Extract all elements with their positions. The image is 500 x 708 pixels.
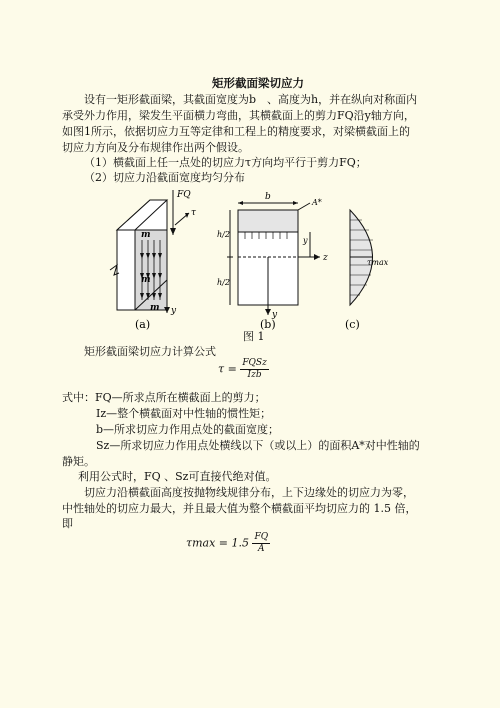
- formula-shear-stress: [218, 358, 269, 381]
- where-line1: 式中：FQ—所求点所在横截面上的剪力；: [62, 391, 266, 404]
- figure-1: [105, 185, 390, 330]
- fig-a-m-mid: m: [141, 275, 151, 285]
- where-line3: b—所求切应力作用点处的截面宽度；: [96, 423, 280, 436]
- assumption-2: （2）切应力沿截面宽度均匀分布: [84, 171, 245, 184]
- fig-a-fq-label: FQ: [177, 190, 191, 200]
- formula1-numerator: FQSz: [242, 358, 267, 368]
- fig-label-a: (a): [135, 318, 151, 330]
- fig-a-tau-label: τ: [191, 208, 196, 218]
- distribution-line1: 切应力沿横截面高度按抛物线规律分布，上下边缘处的切应力为零，: [84, 486, 414, 499]
- fig-b-y-label: y: [272, 310, 278, 320]
- formula2-fraction: [252, 532, 270, 555]
- use-note: 利用公式时，FQ 、Sz可直接代绝对值。: [78, 470, 277, 483]
- fig-b-width-label: b: [265, 192, 271, 202]
- formula1-lhs: τ =: [218, 362, 237, 376]
- fig-b-astar-label: A*: [312, 198, 322, 207]
- formula-max-shear: [186, 532, 270, 555]
- assumption-1: （1）横截面上任一点处的切应力τ方向均平行于剪力FQ；: [84, 156, 367, 169]
- fig-a-y-label: y: [171, 306, 177, 316]
- fig-label-b: (b): [260, 318, 276, 330]
- formula-intro: 矩形截面梁切应力计算公式: [84, 345, 216, 358]
- where-line2: Iz—整个横截面对中性轴的惯性矩；: [96, 407, 272, 420]
- para1-line4: 切应力方向及分布规律作出两个假设。: [62, 141, 249, 154]
- fig-b-h2-top: h/2: [217, 230, 230, 239]
- para1-line2: 承受外力作用，梁发生平面横力弯曲，其横截面上的剪力FQ沿y轴方向，: [62, 109, 415, 122]
- where-line4: Sz—所求切应力作用点处横线以下（或以上）的面积A*对中性轴的: [96, 439, 420, 452]
- formula2-numerator: FQ: [254, 532, 269, 542]
- distribution-line2: 中性轴处的切应力最大，并且最大值为整个横截面平均切应力的 1.5 倍，: [62, 502, 417, 515]
- formula1-fraction: [240, 358, 269, 381]
- para1-line1: 设有一矩形截面梁，其截面宽度为b 、高度为h，并在纵向对称面内: [84, 93, 418, 106]
- figure-b-section: [227, 201, 320, 315]
- fig-b-h2-bottom: h/2: [217, 278, 230, 287]
- where-line5: 静矩。: [62, 455, 95, 468]
- figure-a-beam: [110, 190, 189, 313]
- para1-line3: 如图1所示，依据切应力互等定律和工程上的精度要求，对梁横截面上的: [62, 125, 410, 138]
- formula2-lhs: τmax = 1.5: [186, 536, 249, 550]
- fig-c-taumax-label: τmax: [367, 258, 389, 267]
- doc-title: 矩形截面梁切应力: [212, 76, 304, 90]
- distribution-line3: 即: [62, 517, 73, 530]
- figure-caption: 图 1: [243, 330, 265, 343]
- fig-a-m-bottom: m: [150, 303, 160, 313]
- fig-label-c: (c): [345, 318, 360, 330]
- fig-b-z-label: z: [323, 253, 328, 263]
- fig-b-y-dim: y: [303, 236, 308, 245]
- formula1-denominator: Izb: [247, 370, 262, 380]
- formula2-denominator: A: [258, 544, 265, 554]
- fig-a-m-top: m: [141, 230, 151, 240]
